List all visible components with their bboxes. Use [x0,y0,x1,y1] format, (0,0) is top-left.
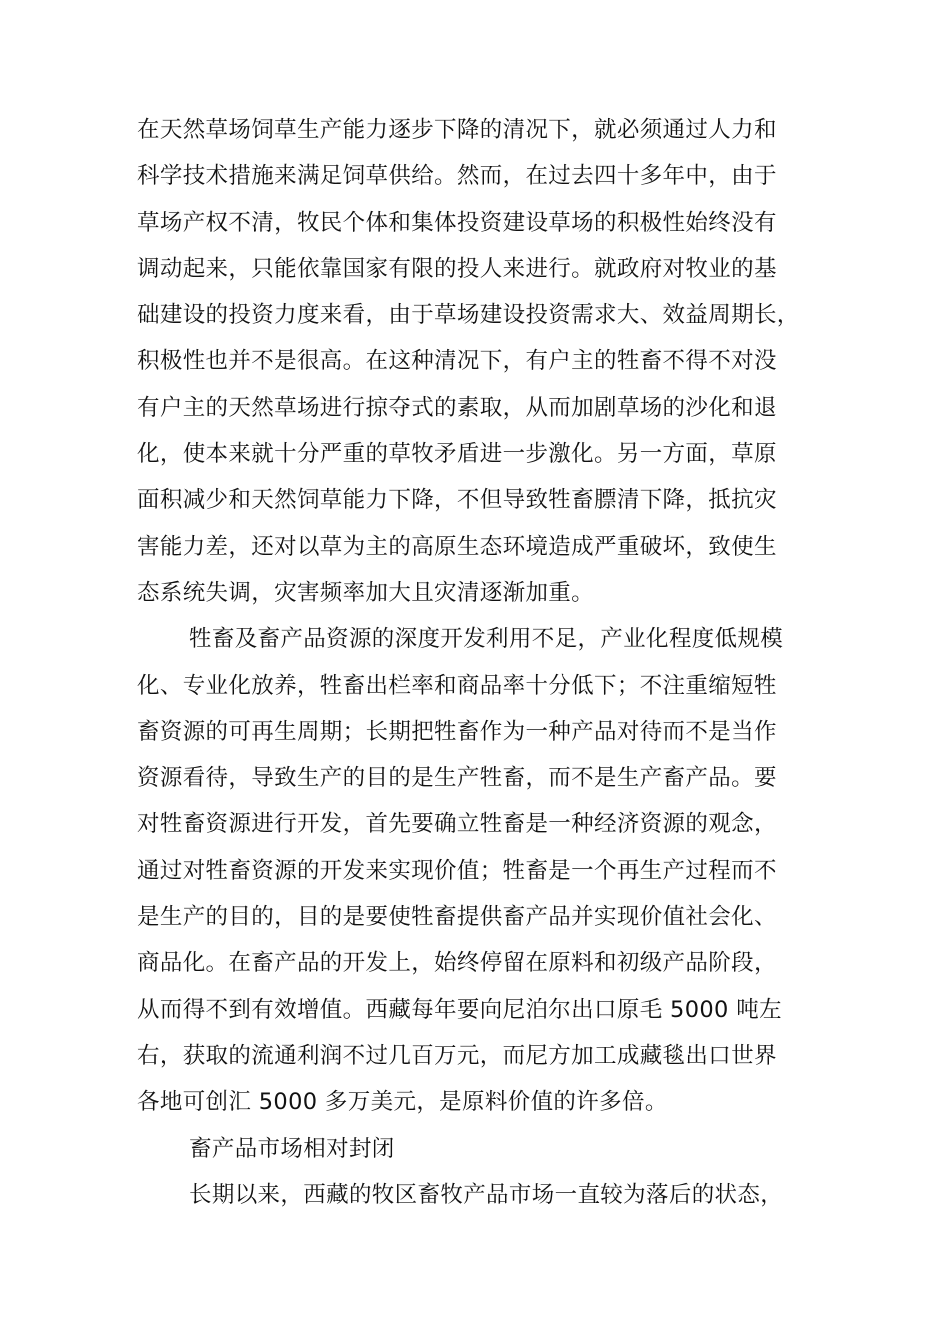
text-line: 科学技术措施来满足饲草供给。然而，在过去四十多年中，由于 [137,163,777,190]
text-line: 畜资源的可再生周期；长期把牲畜作为一种产品对待而不是当作 [137,718,777,745]
document-body [137,107,837,1218]
text-line: 通过对牲畜资源的开发来实现价值；牲畜是一个再生产过程而不 [137,857,777,884]
text-line: 调动起来，只能依靠国家有限的投人来进行。就政府对牧业的基 [137,255,777,282]
text-line: 各地可创汇 5000 多万美元，是原料价值的许多倍。 [137,1089,668,1116]
text-line: 础建设的投资力度来看，由于草场建设投资需求大、效益周期长， [137,302,800,329]
text-line: 畜产品市场相对封闭 [189,1135,395,1162]
text-line: 从而得不到有效增值。西藏每年要向尼泊尔出口原毛 5000 吨左 [137,996,782,1023]
paragraph [137,1126,837,1172]
paragraph [137,107,837,616]
text-line: 是生产的目的，目的是要使牲畜提供畜产品并实现价值社会化、 [137,904,777,931]
paragraph [137,1172,837,1218]
text-line: 在天然草场饲草生产能力逐步下降的清况下，就必须通过人力和 [137,117,777,143]
text-line: 对牲畜资源进行开发，首先要确立牲畜是一种经济资源的观念， [137,811,777,838]
text-line: 化，使本来就十分严重的草牧矛盾进一步激化。另一方面，草原 [137,441,777,468]
text-line: 牲畜及畜产品资源的深度开发利用不足，产业化程度低规模 [189,626,784,653]
paragraph [137,616,837,1125]
text-line: 面积减少和天然饲草能力下降，不但导致牲畜膘清下降，抵抗灾 [137,487,777,514]
text-line: 态系统失调，灾害频率加大且灾清逐渐加重。 [137,579,595,606]
text-line: 资源看待，导致生产的目的是生产牲畜，而不是生产畜产品。要 [137,765,777,792]
text-line: 积极性也并不是很高。在这种清况下，有户主的牲畜不得不对没 [137,348,777,375]
text-line: 害能力差，还对以草为主的高原生态环境造成严重破坏，致使生 [137,533,777,560]
text-line: 草场产权不清，牧民个体和集体投资建设草场的积极性始终没有 [137,209,777,236]
text-line: 商品化。在畜产品的开发上，始终停留在原料和初级产品阶段， [137,950,777,977]
text-line: 有户主的天然草场进行掠夺式的素取，从而加剧草场的沙化和退 [137,394,777,421]
text-line: 右，获取的流通利润不过几百万元，而尼方加工成藏毯出口世界 [137,1042,777,1069]
text-line: 化、专业化放养，牲畜出栏率和商品率十分低下；不注重缩短牲 [137,672,777,699]
text-line: 长期以来，西藏的牧区畜牧产品市场一直较为落后的状态， [189,1181,784,1208]
